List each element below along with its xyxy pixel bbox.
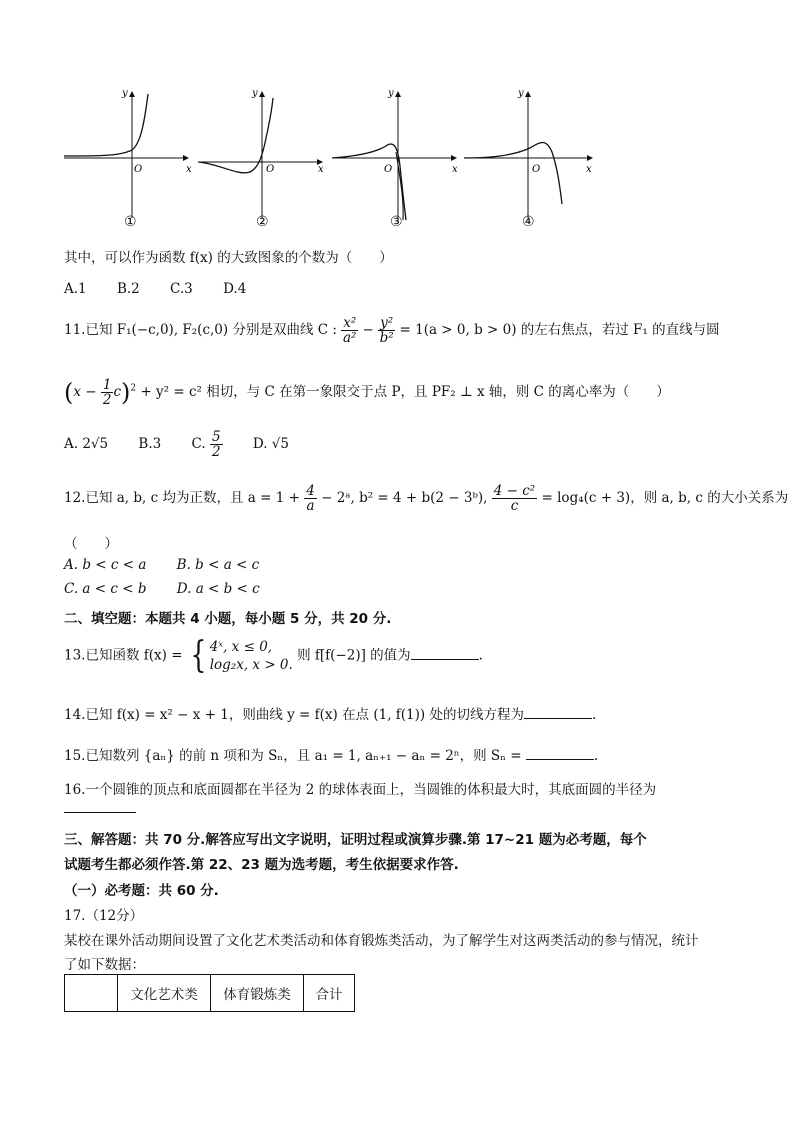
q12-option-c: C. a < c < b	[64, 581, 147, 597]
q12-line	[64, 484, 788, 513]
graph-label-4: ④	[522, 214, 535, 230]
q13-prefix: 13.已知函数 f(x) =	[64, 647, 183, 664]
q13-line: 13.已知函数 f(x) = { 4ˣ, x ≤ 0, log₂x, x > 0. 则 f[f(−2)] 的值为 .	[64, 635, 483, 676]
origin-label-1: O	[134, 164, 143, 175]
axis-y-label-1: y	[122, 88, 128, 99]
table-row	[65, 975, 355, 1012]
q13-case1: 4ˣ, x ≤ 0,	[209, 639, 273, 655]
q12-paren: （ ）	[64, 536, 118, 552]
table-header-total: 合计	[304, 975, 355, 1012]
q11-frac-x: $\frac{\text{x²}}{\text{a²}}$	[343, 315, 357, 347]
section-3-heading-line1: 三、解答题：共 70 分.解答应写出文字说明，证明过程或演算步骤.第 17~21 题为必考题，每个	[64, 832, 647, 848]
graph-1	[64, 92, 188, 218]
q11-option-b: B.3	[138, 436, 162, 453]
q17-line1: 某校在课外活动期间设置了文化艺术类活动和体育锻炼类活动，为了解学生对这两类活动的参与情况，统计	[64, 933, 699, 949]
axis-y-label-4: y	[518, 88, 524, 99]
q10-option-c: C.3	[170, 281, 193, 297]
table-header-culture: 文化艺术类	[118, 975, 211, 1012]
q15-text: 15.已知数列 {aₙ} 的前 n 项和为 Sₙ，且 a₁ = 1, aₙ₊₁ − aₙ = 2ⁿ，则 Sₙ =	[64, 748, 522, 764]
q12-suffix: = log₄(c + 3)，则 a, b, c 的大小关系为	[541, 490, 789, 507]
q11-frac-y: $\frac{\text{y²}}{\text{b²}}$	[379, 315, 394, 347]
q17-number: 17.（12分）	[64, 908, 144, 924]
origin-label-2: O	[266, 164, 275, 175]
q17-line2: 了如下数据：	[64, 957, 145, 973]
q13-case2: log₂x, x > 0.	[209, 657, 293, 673]
q10-option-d: D.4	[223, 281, 247, 297]
section-3-subheading: （一）必考题：共 60 分.	[64, 883, 219, 899]
axis-y-label-2: y	[252, 88, 258, 99]
q10-option-b: B.2	[116, 281, 140, 297]
q14-answer-blank[interactable]	[524, 706, 592, 719]
q15-answer-blank[interactable]	[526, 747, 594, 760]
q12-frac-4a: $\frac{4}{a}$	[306, 483, 315, 515]
q11-option-d: D. √5	[252, 436, 289, 453]
q11-option-a: A. 2√5	[64, 436, 109, 453]
q12-option-b: B. b < a < c	[176, 557, 260, 573]
axis-x-label-4: x	[586, 164, 592, 175]
section-2-heading: 二、填空题：本题共 4 小题，每小题 5 分，共 20 分.	[64, 611, 392, 627]
graph-3	[332, 92, 456, 220]
table-header-empty	[65, 975, 118, 1012]
graph-label-1: ①	[124, 214, 137, 230]
q11-suffix: = 1(a > 0, b > 0) 的左右焦点，若过 F₁ 的直线与圆	[399, 322, 720, 339]
q12-option-a: A. b < c < a	[64, 557, 147, 573]
q11-line2-suffix: + y² = c² 相切，与 C 在第一象限交于点 P，且 PF₂ ⊥ x 轴，则 C 的离心率为（ ）	[140, 384, 670, 401]
origin-label-4: O	[532, 164, 541, 175]
q14-line: 14.已知 f(x) = x² − x + 1，则曲线 y = f(x) 在点 (1, f(1)) 处的切线方程为 .	[64, 707, 597, 723]
q10-option-a: A.1	[64, 281, 87, 297]
q11-line1: 11.已知 F₁(−c,0), F₂(c,0) 分别是双曲线 C : $\frac{\text{x²}}{\text{a²}}$ − $\frac{\text{y²}}{\text{b²}}$ = 1(a > 0, b > 0) 的左右焦点，若过 F₁ 的直线与圆	[64, 315, 720, 347]
q12-options-row1	[64, 557, 285, 573]
q12-mid: − 2ᵃ, b² = 4 + b(2 − 3ᵇ),	[321, 490, 488, 507]
q11-line2: (x − $\frac{1}{2}$ c)$^2$ + y² = c² 相切，与 C 在第一象限交于点 P，且 PF₂ ⊥ x 轴，则 C 的离心率为（ ）	[64, 377, 670, 409]
q12-option-d: D. a < b < c	[176, 581, 260, 597]
graph-label-2: ②	[256, 214, 269, 230]
q12-frac-c: $\frac{\text{4 − c²}}{c}$	[493, 483, 536, 515]
q11-prefix: 11.已知 F₁(−c,0), F₂(c,0) 分别是双曲线 C :	[64, 322, 337, 339]
origin-label-3: O	[384, 164, 393, 175]
section-3-heading-line2: 试题考生都必须作答.第 22、23 题为选考题，考生依据要求作答.	[64, 857, 459, 873]
q11-frac-half: $\frac{1}{2}$	[102, 377, 112, 409]
q14-text: 14.已知 f(x) = x² − x + 1，则曲线 y = f(x) 在点 (1, f(1)) 处的切线方程为	[64, 707, 524, 723]
q16-line: 16.一个圆锥的顶点和底面圆都在半径为 2 的球体表面上，当圆锥的体积最大时，其底面圆的半径为	[64, 782, 657, 798]
axis-x-label-2: x	[318, 164, 324, 175]
graph-2	[198, 92, 322, 218]
q10-options	[64, 281, 272, 297]
q13-suffix: 则 f[f(−2)] 的值为	[297, 647, 411, 664]
function-graphs-svg	[60, 86, 620, 236]
q16-answer-blank[interactable]	[64, 800, 136, 817]
axis-y-label-3: y	[388, 88, 394, 99]
graphs-figure	[60, 86, 620, 236]
q11-option-c: C. $\frac{5}{2}$	[191, 429, 221, 461]
q15-line: 15.已知数列 {aₙ} 的前 n 项和为 Sₙ，且 a₁ = 1, aₙ₊₁ − aₙ = 2ⁿ，则 Sₙ = .	[64, 748, 599, 764]
q12-options-row2	[64, 581, 286, 597]
q17-table	[64, 974, 355, 1012]
q13-answer-blank[interactable]	[411, 647, 479, 660]
graph-4	[464, 92, 592, 218]
graph-label-3: ③	[390, 214, 403, 230]
table-header-sports: 体育锻炼类	[211, 975, 304, 1012]
q12-prefix: 12.已知 a, b, c 均为正数，且 a = 1 +	[64, 490, 300, 507]
axis-x-label-1: x	[186, 164, 192, 175]
q11-options	[64, 430, 315, 459]
axis-x-label-3: x	[452, 164, 458, 175]
q10-stem: 其中，可以作为函数 f(x) 的大致图象的个数为（ ）	[64, 250, 393, 266]
